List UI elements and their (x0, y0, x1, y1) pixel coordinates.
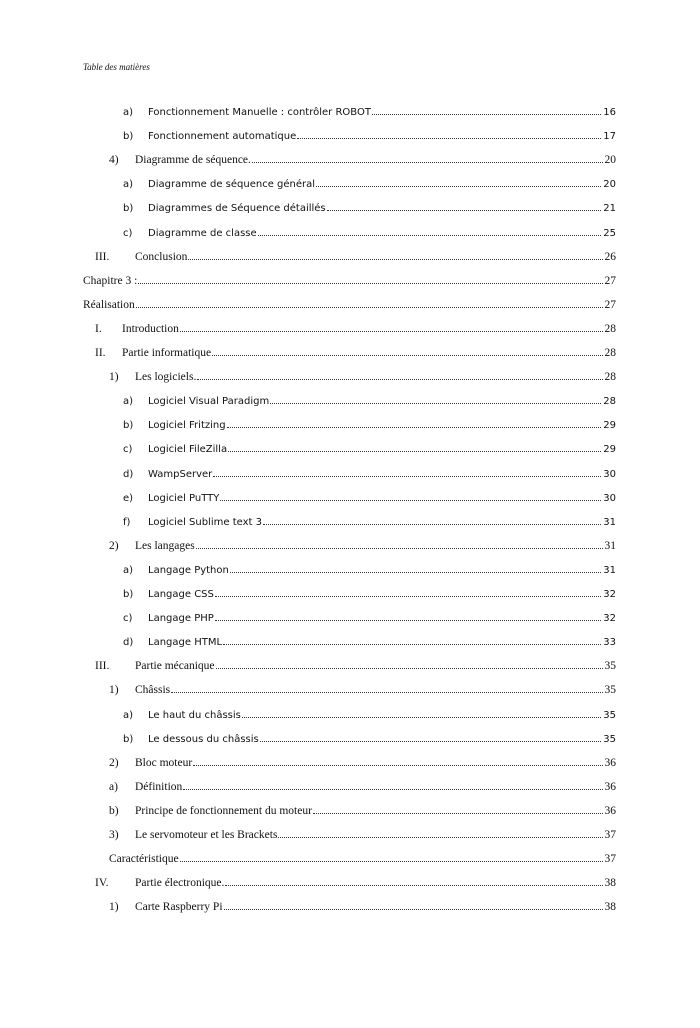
toc-entry-title: Le dessous du châssis (148, 733, 259, 745)
toc-entry-number: 1) (109, 901, 119, 914)
toc-entry-number: a) (123, 709, 134, 721)
toc-entry-page-number: 30 (603, 492, 616, 504)
toc-entry-page-number: 37 (604, 829, 616, 841)
toc-entry[interactable] (109, 821, 616, 841)
dot-leader (193, 765, 602, 766)
dot-leader (230, 572, 601, 573)
toc-entry-number: d) (123, 637, 134, 649)
toc-entry-title: Fonctionnement Manuelle : contrôler ROBOT (148, 107, 371, 118)
toc-entry[interactable] (123, 411, 616, 431)
toc-entry[interactable] (109, 146, 616, 166)
toc-entry-number: a) (123, 179, 134, 191)
dot-leader (228, 451, 601, 452)
toc-entry[interactable] (123, 604, 616, 624)
toc-entry-page-number: 31 (603, 516, 616, 528)
toc-entry-page-number: 28 (604, 322, 616, 335)
toc-entry-page-number: 31 (604, 539, 616, 552)
dot-leader (242, 717, 601, 718)
dot-leader (223, 644, 601, 645)
dot-leader (138, 283, 602, 284)
toc-entry-page-number: 33 (603, 637, 616, 649)
toc-entry-page-number: 27 (604, 298, 616, 311)
toc-entry-number: 2) (109, 756, 119, 769)
toc-entry-number: b) (123, 131, 134, 143)
toc-entry-page-number: 29 (603, 444, 616, 456)
toc-entry[interactable] (109, 676, 616, 696)
dot-leader (297, 138, 601, 139)
dot-leader (136, 307, 603, 308)
toc-entry-page-number: 28 (603, 396, 616, 408)
dot-leader (225, 885, 602, 886)
toc-entry-title: Langage Python (148, 564, 229, 576)
dot-leader (260, 741, 602, 742)
toc-entry-title: Logiciel Sublime text 3 (148, 516, 262, 528)
dot-leader (316, 186, 601, 187)
toc-entry-title: Langage PHP (148, 613, 214, 625)
toc-entry[interactable] (123, 580, 616, 600)
dot-leader (212, 355, 602, 356)
running-header: Table des matières (83, 62, 150, 72)
dot-leader (216, 668, 603, 669)
toc-entry-title: Logiciel FileZilla (148, 444, 228, 456)
toc-entry-number: c) (123, 444, 133, 456)
toc-entry-number: a) (123, 396, 134, 408)
dot-leader (278, 837, 602, 838)
toc-entry-number: a) (123, 564, 134, 576)
dot-leader (180, 331, 603, 332)
toc-entry[interactable] (123, 387, 616, 407)
dot-leader (270, 403, 601, 404)
toc-entry-number: b) (123, 733, 134, 745)
toc-entry-number: II. (95, 347, 106, 359)
toc-entry-page-number: 16 (603, 107, 616, 118)
dot-leader (196, 548, 603, 549)
toc-entry-title: Langage HTML (148, 637, 223, 649)
toc-entry-title: Carte Raspberry Pi (135, 901, 223, 914)
toc-entry-title: Partie électronique. (135, 877, 225, 890)
dot-leader (180, 861, 603, 862)
toc-entry-number: b) (109, 804, 119, 817)
toc-entry-title: Diagramme de classe (148, 227, 257, 239)
toc-entry-page-number: 29 (603, 420, 616, 432)
toc-entry-title: Définition (135, 780, 183, 793)
toc-entry[interactable] (83, 291, 616, 311)
toc-entry-number: III. (95, 250, 110, 263)
toc-entry[interactable] (109, 893, 616, 913)
dot-leader (197, 379, 602, 380)
toc-entry-title: Le servomoteur et les Brackets (135, 829, 278, 841)
toc-entry-number: 4) (109, 154, 119, 167)
toc-entry[interactable] (109, 845, 616, 865)
toc-entry-page-number: 30 (603, 468, 616, 480)
toc-entry-number: b) (123, 589, 134, 600)
toc-entry-title: Diagramme de séquence. (135, 154, 251, 167)
toc-entry-page-number: 31 (603, 564, 616, 576)
toc-entry-page-number: 35 (604, 660, 616, 673)
toc-entry-title: Les logiciels. (135, 371, 197, 384)
toc-entry[interactable] (123, 508, 616, 528)
toc-entry-number: III. (95, 660, 110, 673)
toc-entry-number: b) (123, 420, 134, 432)
dot-leader (372, 114, 601, 115)
toc-entry-page-number: 35 (603, 709, 616, 721)
toc-entry-number: 2) (109, 539, 119, 552)
toc-entry[interactable] (109, 363, 616, 383)
toc-entry-page-number: 32 (603, 589, 616, 600)
toc-entry[interactable] (95, 652, 616, 672)
dot-leader (215, 620, 601, 621)
dot-leader (213, 476, 601, 477)
toc-entry-number: b) (123, 203, 134, 215)
toc-entry-title: Principe de fonctionnement du moteur (135, 804, 312, 817)
toc-entry-number: 1) (109, 371, 119, 384)
toc-entry-page-number: 36 (604, 804, 616, 817)
toc-entry[interactable] (123, 170, 616, 190)
toc-entry[interactable] (109, 749, 616, 769)
toc-entry-title: Chapitre 3 : (83, 274, 138, 287)
dot-leader (215, 596, 601, 597)
toc-entry-page-number: 21 (603, 203, 616, 215)
toc-entry-page-number: 32 (603, 613, 616, 625)
toc-entry-number: 1) (109, 684, 119, 697)
toc-entry-title: Réalisation (83, 298, 135, 311)
toc-entry-title: Logiciel PuTTY (148, 492, 220, 504)
toc-entry-page-number: 27 (604, 274, 616, 287)
toc-entry[interactable] (83, 267, 616, 287)
toc-entry[interactable] (123, 194, 616, 214)
toc-entry-title: Diagramme de séquence général (148, 179, 316, 191)
toc-entry-title: Châssis (135, 684, 171, 697)
toc-entry-number: c) (123, 227, 133, 239)
toc-entry-title: Les langages (135, 539, 195, 552)
toc-entry[interactable] (123, 725, 616, 745)
toc-entry-page-number: 26 (604, 250, 616, 263)
toc-entry[interactable] (109, 773, 616, 793)
dot-leader (252, 162, 603, 163)
toc-entry[interactable] (95, 339, 616, 359)
toc-entry-number: IV. (95, 877, 109, 890)
toc-entry-page-number: 35 (604, 684, 616, 697)
toc-entry-title: Conclusion (135, 250, 188, 263)
toc-entry-page-number: 20 (604, 154, 616, 167)
toc-entry[interactable] (123, 460, 616, 480)
toc-entry-title: Introduction (122, 322, 179, 335)
dot-leader (258, 235, 602, 236)
toc-entry-number: d) (123, 468, 134, 480)
toc-entry-number: e) (123, 492, 134, 504)
toc-entry-title: Diagrammes de Séquence détaillés (148, 203, 326, 215)
toc-entry-page-number: 35 (603, 733, 616, 745)
toc-entry-number: I. (95, 322, 102, 335)
toc-entry-page-number: 17 (603, 131, 616, 143)
toc-entry-title: Partie mécanique (135, 660, 215, 673)
toc-entry-number: c) (123, 613, 133, 625)
toc-entry-title: Langage CSS (148, 589, 214, 600)
toc-entry-page-number: 37 (604, 853, 616, 866)
toc-entry-title: Caractéristique (109, 853, 179, 866)
toc-entry-number: a) (123, 107, 134, 118)
toc-entry-page-number: 38 (604, 877, 616, 890)
toc-entry-number: 3) (109, 829, 119, 841)
toc-entry[interactable] (123, 556, 616, 576)
toc-entry[interactable] (123, 701, 616, 721)
dot-leader (224, 909, 603, 910)
dot-leader (171, 692, 602, 693)
toc-entry[interactable] (95, 869, 616, 889)
toc-entry-page-number: 20 (603, 179, 616, 191)
dot-leader (327, 210, 602, 211)
toc-entry-title: Logiciel Visual Paradigm (148, 396, 270, 408)
toc-entry-page-number: 36 (604, 780, 616, 793)
toc-entry-page-number: 28 (604, 371, 616, 384)
toc-entry[interactable] (109, 797, 616, 817)
toc-entry[interactable] (123, 98, 616, 118)
dot-leader (188, 259, 602, 260)
toc-entry-page-number: 36 (604, 756, 616, 769)
toc-entry[interactable] (95, 243, 616, 263)
toc-entry-page-number: 28 (604, 347, 616, 359)
toc-entry-title: Logiciel Fritzing (148, 420, 226, 432)
dot-leader (227, 427, 602, 428)
toc-entry-page-number: 38 (604, 901, 616, 914)
dot-leader (183, 789, 602, 790)
toc-entry[interactable] (109, 532, 616, 552)
toc-entry[interactable] (123, 628, 616, 648)
dot-leader (263, 524, 601, 525)
toc-entry[interactable] (123, 435, 616, 455)
toc-entry-number: a) (109, 780, 118, 793)
toc-entry-title: Partie informatique (122, 347, 212, 359)
toc-entry[interactable] (123, 484, 616, 504)
toc-entry[interactable] (123, 219, 616, 239)
toc-entry-title: WampServer (148, 468, 213, 480)
dot-leader (220, 500, 601, 501)
toc-entry[interactable] (95, 315, 616, 335)
toc-entry[interactable] (123, 122, 616, 142)
dot-leader (313, 813, 603, 814)
toc-entry-number: f) (123, 516, 131, 528)
toc-entry-page-number: 25 (603, 227, 616, 239)
toc-entry-title: Bloc moteur (135, 756, 193, 769)
toc-entry-title: Le haut du châssis (148, 709, 241, 721)
toc-entry-title: Fonctionnement automatique (148, 131, 297, 143)
